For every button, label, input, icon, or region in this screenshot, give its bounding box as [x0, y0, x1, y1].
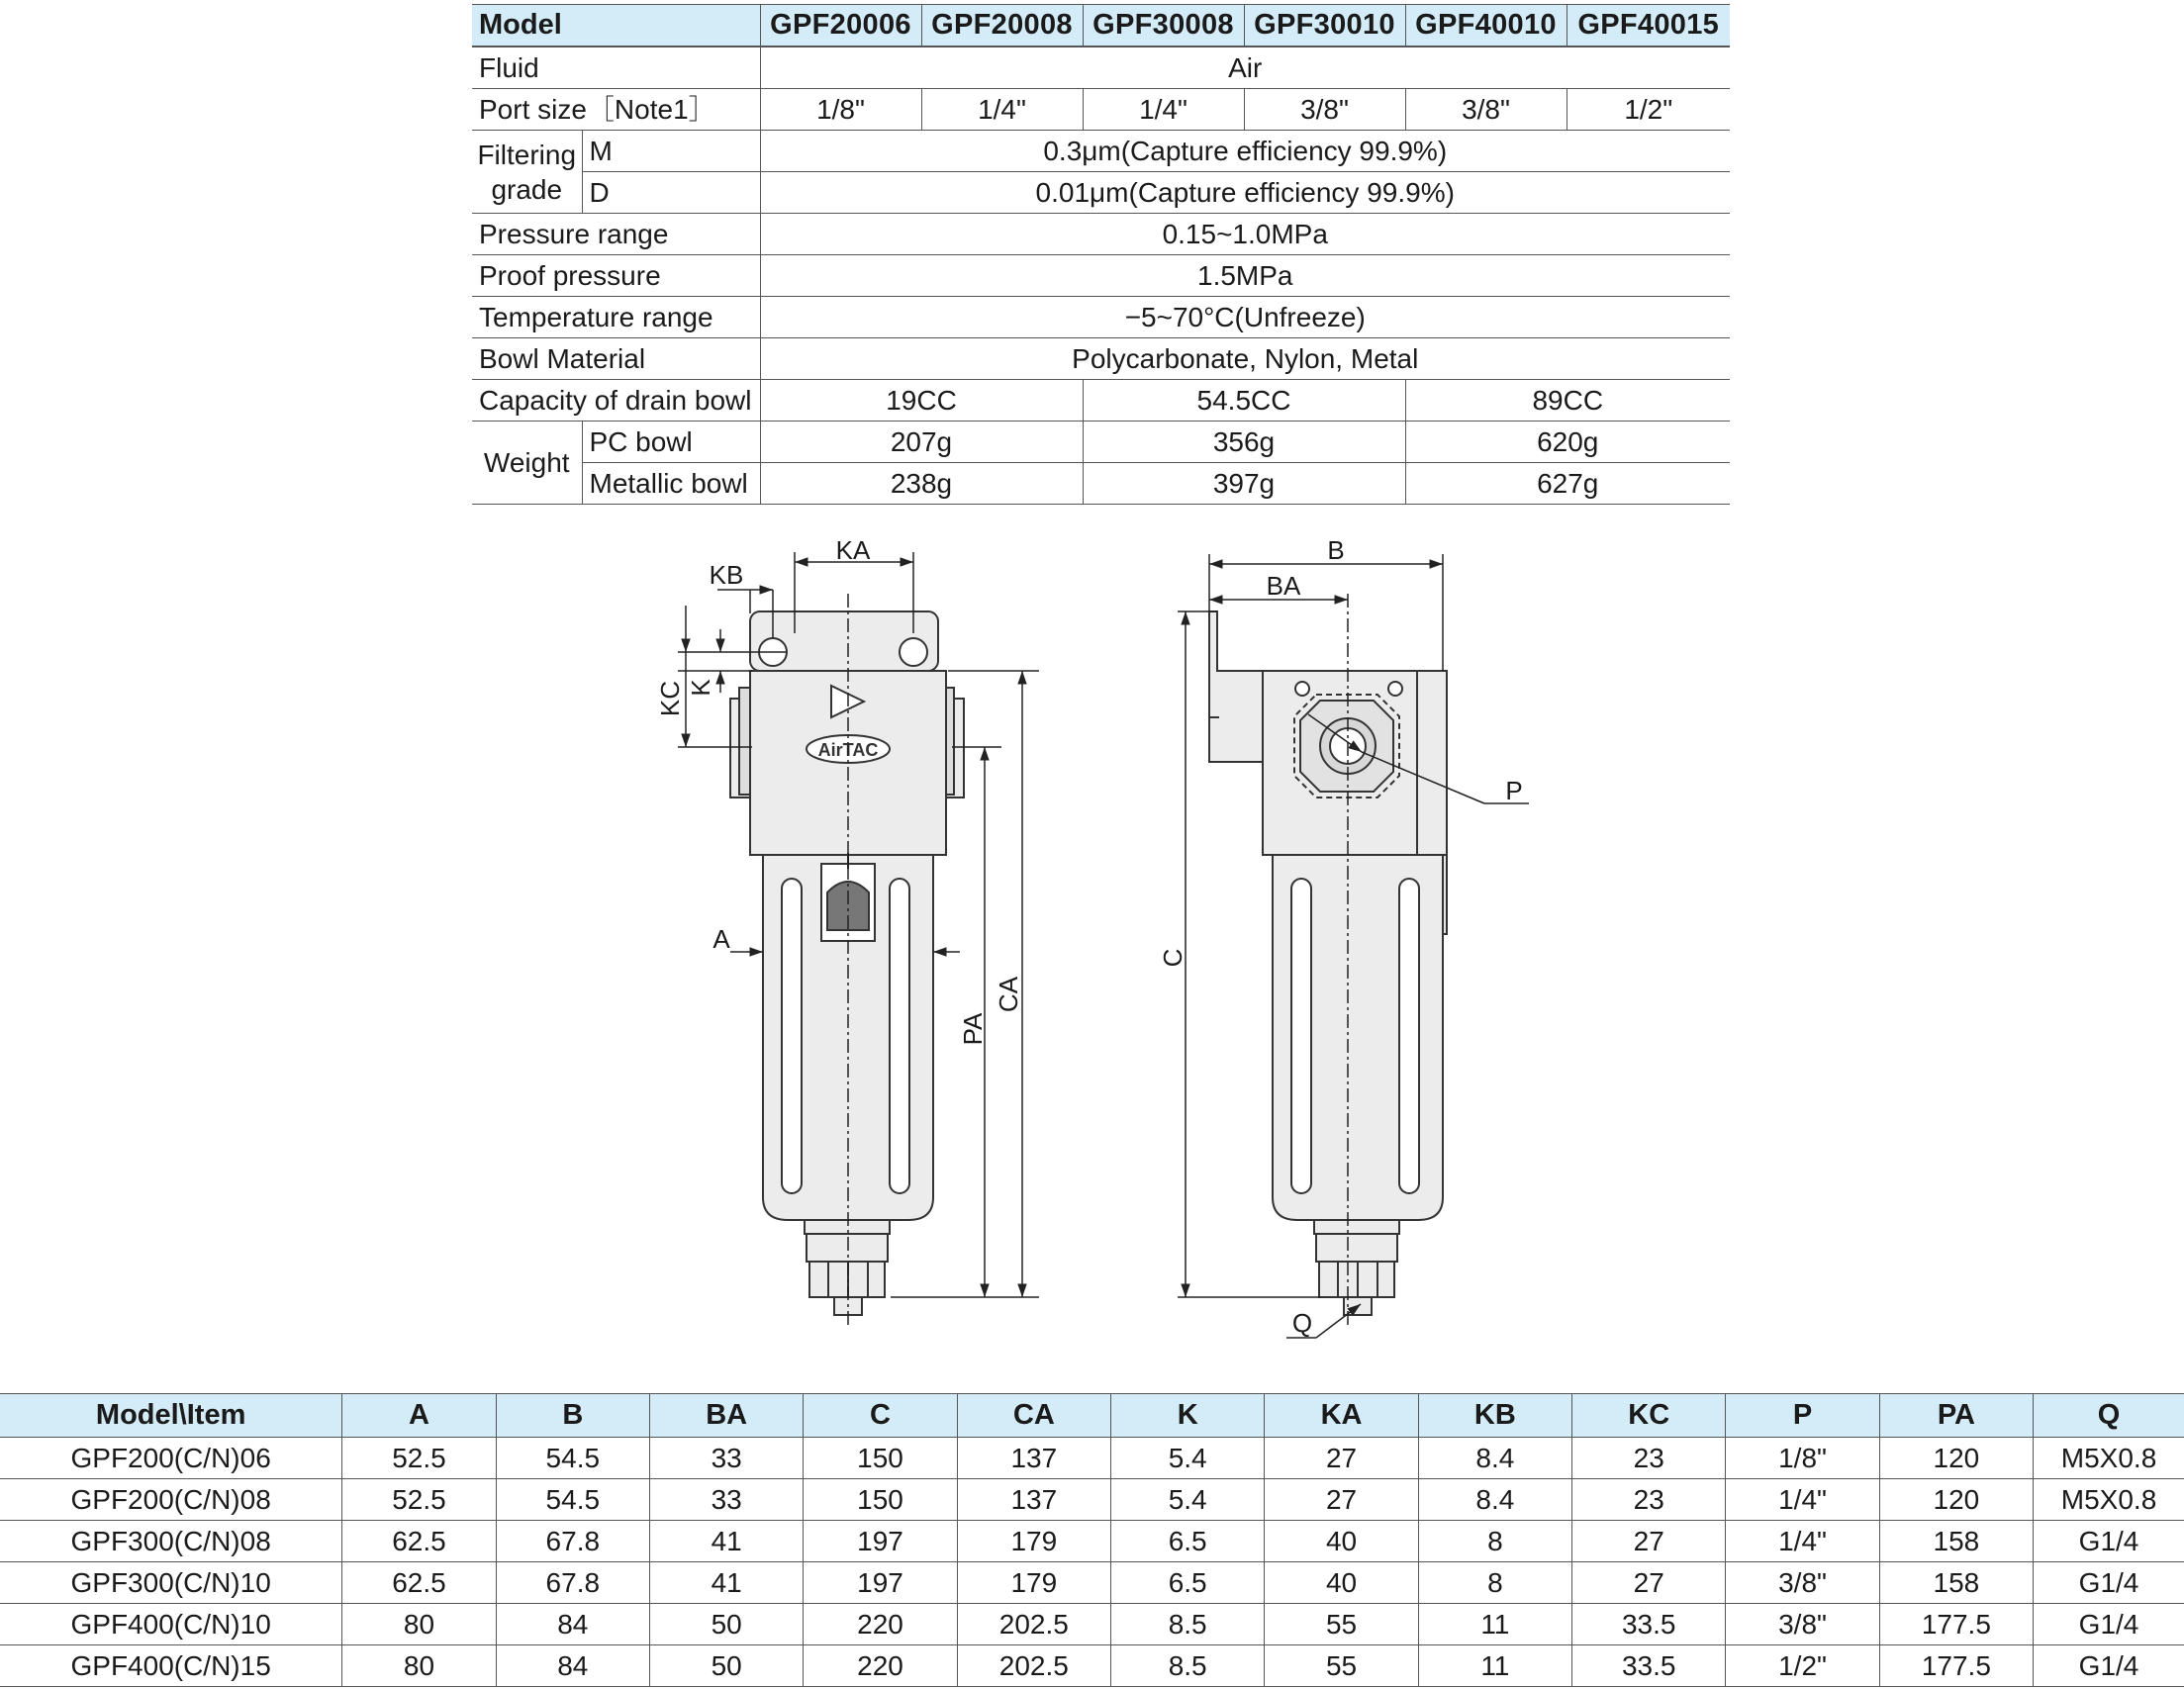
- dimensions-table: [0, 1393, 2184, 1687]
- dims-header-cell: K: [1111, 1394, 1265, 1438]
- weight-cell: 207g: [760, 422, 1083, 463]
- fluid-label: Fluid: [472, 47, 760, 89]
- model-cell: GPF30010: [1244, 5, 1405, 47]
- table-row: [0, 1562, 2184, 1604]
- temp-value: −5~70°C(Unfreeze): [760, 297, 1730, 338]
- dimension-cell: 8: [1418, 1521, 1571, 1562]
- dims-header-cell: A: [342, 1394, 496, 1438]
- dimension-cell: 80: [342, 1604, 496, 1645]
- weight-cell: 620g: [1405, 422, 1730, 463]
- table-row: [0, 1479, 2184, 1521]
- fluid-value: Air: [760, 47, 1730, 89]
- model-name-cell: GPF300(C/N)10: [0, 1562, 342, 1604]
- pc-bowl-label: PC bowl: [582, 422, 760, 463]
- dimension-cell: 137: [957, 1479, 1110, 1521]
- dims-header-cell: PA: [1879, 1394, 2033, 1438]
- dimension-cell: 158: [1879, 1521, 2033, 1562]
- port-label: Port size［Note1］: [472, 89, 760, 131]
- dimension-cell: 27: [1265, 1438, 1418, 1479]
- dimension-cell: 197: [804, 1521, 957, 1562]
- screw-icon: [1295, 682, 1309, 696]
- table-row: [0, 1604, 2184, 1645]
- filter-m-label: M: [582, 131, 760, 172]
- dims-header-cell: KC: [1572, 1394, 1726, 1438]
- filtering-label-line1: Filtering: [477, 139, 577, 170]
- mount-hole: [900, 638, 927, 666]
- dimension-cell: 33: [649, 1479, 803, 1521]
- dimension-cell: 150: [804, 1438, 957, 1479]
- pressure-value: 0.15~1.0MPa: [760, 214, 1730, 255]
- dimension-cell: M5X0.8: [2034, 1438, 2184, 1479]
- dimension-cell: 50: [649, 1604, 803, 1645]
- port-cell: 1/4": [1083, 89, 1244, 131]
- dimension-cell: 137: [957, 1438, 1110, 1479]
- bowl-value: Polycarbonate, Nylon, Metal: [760, 338, 1730, 380]
- dimension-cell: 220: [804, 1645, 957, 1687]
- label-q: Q: [1291, 1308, 1313, 1338]
- dims-header-cell: KA: [1265, 1394, 1418, 1438]
- dimension-cell: 62.5: [342, 1562, 496, 1604]
- dimension-cell: 120: [1879, 1479, 2033, 1521]
- sight-window: [1291, 879, 1311, 1193]
- dimension-cell: 41: [649, 1562, 803, 1604]
- side-view: [1209, 611, 1447, 1315]
- logo-text: AirTAC: [817, 740, 879, 760]
- port-cell: 1/4": [921, 89, 1083, 131]
- dimension-cell: 40: [1265, 1521, 1418, 1562]
- dimension-cell: 3/8": [1726, 1562, 1879, 1604]
- filter-d-label: D: [582, 172, 760, 214]
- dimension-cell: 33.5: [1572, 1604, 1726, 1645]
- dims-header-cell: BA: [649, 1394, 803, 1438]
- dimension-cell: 202.5: [957, 1645, 1110, 1687]
- dimension-cell: 67.8: [496, 1521, 649, 1562]
- dimension-cell: 8.4: [1418, 1479, 1571, 1521]
- dimension-cell: G1/4: [2034, 1562, 2184, 1604]
- label-kb: KB: [709, 560, 744, 590]
- label-p: P: [1505, 776, 1523, 805]
- sight-window: [1399, 879, 1419, 1193]
- dimension-cell: 50: [649, 1645, 803, 1687]
- drain-ring: [805, 1220, 890, 1234]
- label-c: C: [1158, 948, 1187, 968]
- table-row: [0, 1521, 2184, 1562]
- filter-m-value: 0.3μm(Capture efficiency 99.9%): [760, 131, 1730, 172]
- drain-ring: [1314, 1220, 1399, 1234]
- drain-label-band: [1316, 1234, 1397, 1262]
- label-ba: BA: [1266, 571, 1301, 601]
- dimension-cell: 1/2": [1726, 1645, 1879, 1687]
- proof-label: Proof pressure: [472, 255, 760, 297]
- capacity-cell: 54.5CC: [1083, 380, 1405, 422]
- side-body-lip: [1417, 671, 1447, 855]
- dimension-cell: 67.8: [496, 1562, 649, 1604]
- dimension-cell: 23: [1572, 1438, 1726, 1479]
- dimension-cell: 179: [957, 1562, 1110, 1604]
- port-cell: 1/2": [1567, 89, 1730, 131]
- dimension-cell: 179: [957, 1521, 1110, 1562]
- capacity-label: Capacity of drain bowl: [472, 380, 760, 422]
- dims-header-cell: Q: [2034, 1394, 2184, 1438]
- port-cell: 1/8": [760, 89, 921, 131]
- metal-bowl-label: Metallic bowl: [582, 463, 760, 505]
- dimension-cell: 1/4": [1726, 1521, 1879, 1562]
- label-b: B: [1327, 535, 1345, 565]
- dimension-cell: 33: [649, 1438, 803, 1479]
- dimension-cell: 6.5: [1111, 1562, 1265, 1604]
- dims-body: [0, 1438, 2184, 1687]
- weight-cell: 238g: [760, 463, 1083, 505]
- model-cell: GPF20008: [921, 5, 1083, 47]
- dims-header-cell: CA: [957, 1394, 1110, 1438]
- dimension-cell: 202.5: [957, 1604, 1110, 1645]
- drain-label-band: [807, 1234, 888, 1262]
- dimension-cell: G1/4: [2034, 1645, 2184, 1687]
- dims-header-cell: P: [1726, 1394, 1879, 1438]
- dimension-cell: 27: [1265, 1479, 1418, 1521]
- dimension-cell: 197: [804, 1562, 957, 1604]
- dimension-cell: 8.5: [1111, 1645, 1265, 1687]
- dimension-cell: 3/8": [1726, 1604, 1879, 1645]
- weight-label: Weight: [472, 422, 582, 505]
- dimension-cell: 150: [804, 1479, 957, 1521]
- dimension-cell: 6.5: [1111, 1521, 1265, 1562]
- dimension-cell: 11: [1418, 1645, 1571, 1687]
- model-name-cell: GPF200(C/N)08: [0, 1479, 342, 1521]
- dimension-cell: 120: [1879, 1438, 2033, 1479]
- model-name-cell: GPF300(C/N)08: [0, 1521, 342, 1562]
- dimension-cell: 41: [649, 1521, 803, 1562]
- dimension-cell: 5.4: [1111, 1479, 1265, 1521]
- capacity-cell: 89CC: [1405, 380, 1730, 422]
- dimension-cell: 23: [1572, 1479, 1726, 1521]
- weight-cell: 356g: [1083, 422, 1405, 463]
- dimension-cell: 52.5: [342, 1438, 496, 1479]
- label-ka: KA: [835, 535, 871, 565]
- dimension-cell: 8: [1418, 1562, 1571, 1604]
- label-kc: KC: [655, 680, 685, 717]
- dimension-cell: 84: [496, 1645, 649, 1687]
- sight-window: [890, 879, 909, 1193]
- label-ca: CA: [994, 976, 1023, 1013]
- dimension-cell: 62.5: [342, 1521, 496, 1562]
- table-row: [0, 1645, 2184, 1687]
- dimension-cell: 8.4: [1418, 1438, 1571, 1479]
- dimension-cell: 27: [1572, 1562, 1726, 1604]
- table-row: [0, 1438, 2184, 1479]
- dimension-cell: 33.5: [1572, 1645, 1726, 1687]
- model-label: Model: [472, 5, 760, 47]
- weight-cell: 397g: [1083, 463, 1405, 505]
- dimension-cell: 158: [1879, 1562, 2033, 1604]
- model-name-cell: GPF400(C/N)15: [0, 1645, 342, 1687]
- dims-header-cell: C: [804, 1394, 957, 1438]
- port-cell: 3/8": [1244, 89, 1405, 131]
- dimension-cell: 27: [1572, 1521, 1726, 1562]
- dims-header-cell: KB: [1418, 1394, 1571, 1438]
- dimension-cell: 84: [496, 1604, 649, 1645]
- model-name-cell: GPF400(C/N)10: [0, 1604, 342, 1645]
- model-name-cell: GPF200(C/N)06: [0, 1438, 342, 1479]
- filter-d-value: 0.01μm(Capture efficiency 99.9%): [760, 172, 1730, 214]
- front-view: [730, 611, 964, 1315]
- dimension-cell: 1/4": [1726, 1479, 1879, 1521]
- model-cell: GPF40015: [1567, 5, 1730, 47]
- dimension-cell: G1/4: [2034, 1521, 2184, 1562]
- dimension-cell: 177.5: [1879, 1604, 2033, 1645]
- dimension-cell: 11: [1418, 1604, 1571, 1645]
- dimension-cell: 54.5: [496, 1479, 649, 1521]
- dims-header-row: [0, 1394, 2184, 1438]
- weight-cell: 627g: [1405, 463, 1730, 505]
- dimension-cell: 54.5: [496, 1438, 649, 1479]
- q-leader: [1316, 1304, 1361, 1338]
- label-pa: PA: [958, 1012, 988, 1046]
- dimension-cell: 1/8": [1726, 1438, 1879, 1479]
- model-cell: GPF30008: [1083, 5, 1244, 47]
- dims-header-cell: B: [496, 1394, 649, 1438]
- model-cell: GPF40010: [1405, 5, 1567, 47]
- bowl-label: Bowl Material: [472, 338, 760, 380]
- pressure-label: Pressure range: [472, 214, 760, 255]
- dimension-cell: 52.5: [342, 1479, 496, 1521]
- proof-value: 1.5MPa: [760, 255, 1730, 297]
- dims-header-cell: Model\Item: [0, 1394, 342, 1438]
- dimension-cell: 8.5: [1111, 1604, 1265, 1645]
- dimension-cell: 220: [804, 1604, 957, 1645]
- sight-window: [782, 879, 802, 1193]
- filtering-label-line2: grade: [491, 173, 563, 205]
- port-cell: 3/8": [1405, 89, 1567, 131]
- dimension-cell: 55: [1265, 1604, 1418, 1645]
- label-a: A: [712, 924, 730, 954]
- capacity-cell: 19CC: [760, 380, 1083, 422]
- dimension-cell: 177.5: [1879, 1645, 2033, 1687]
- label-k: K: [686, 679, 715, 697]
- model-cell: GPF20006: [760, 5, 921, 47]
- dimension-cell: 5.4: [1111, 1438, 1265, 1479]
- temp-label: Temperature range: [472, 297, 760, 338]
- dimension-cell: M5X0.8: [2034, 1479, 2184, 1521]
- screw-icon: [1388, 682, 1402, 696]
- dimension-cell: 80: [342, 1645, 496, 1687]
- dimension-cell: 40: [1265, 1562, 1418, 1604]
- dimension-cell: G1/4: [2034, 1604, 2184, 1645]
- dimension-cell: 55: [1265, 1645, 1418, 1687]
